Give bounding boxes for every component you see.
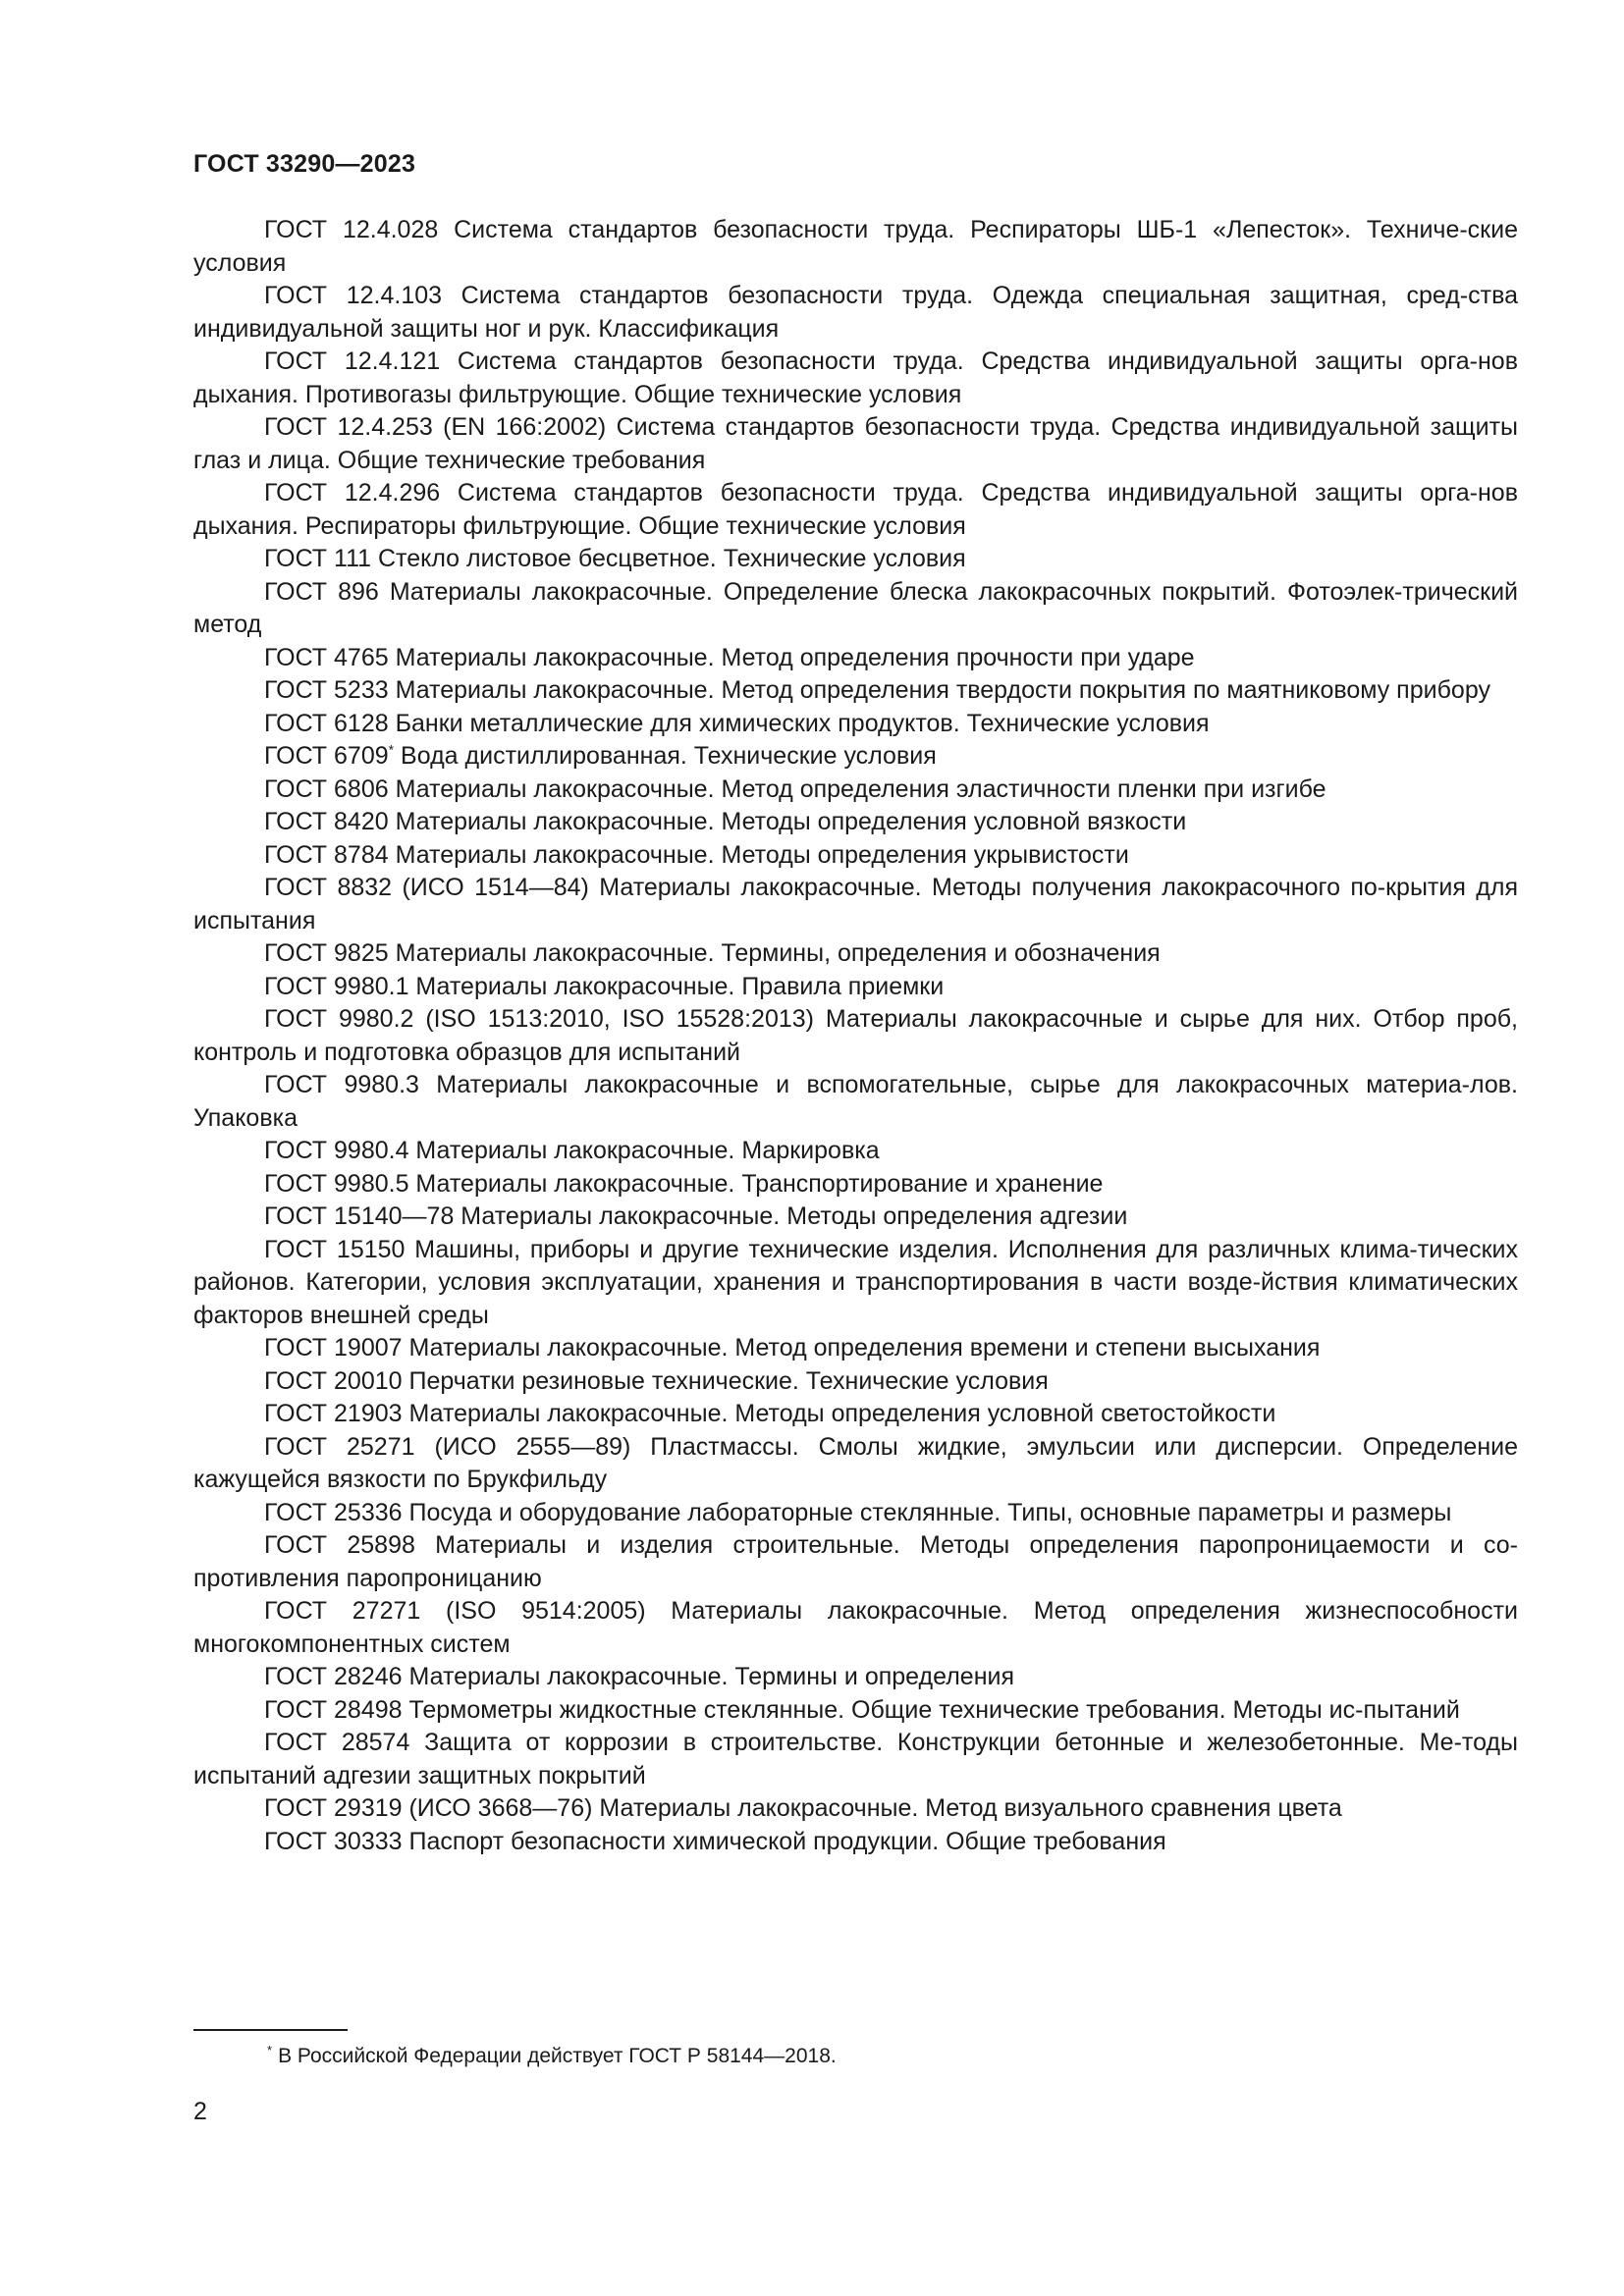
reference-item: ГОСТ 30333 Паспорт безопасности химической продукции. Общие требования [264, 1827, 1166, 1855]
footnote-separator [193, 2029, 348, 2031]
reference-item: ГОСТ 9980.5 Материалы лакокрасочные. Транспортирование и хранение [264, 1169, 1104, 1198]
reference-item: ГОСТ 4765 Материалы лакокрасочные. Метод определения прочности при ударе [264, 643, 1195, 671]
reference-item: ГОСТ 9980.4 Материалы лакокрасочные. Маркировка [264, 1137, 880, 1164]
reference-item: ГОСТ 9980.3 Материалы лакокрасочные и вспомогательные, сырье для лакокрасочных материа-лов. Упаковка [193, 1071, 1518, 1132]
reference-item: ГОСТ 12.4.296 Система стандартов безопасности труда. Средства индивидуальной защиты орга-нов дыхания. Респираторы фильтрующие. Общие технические условия [193, 479, 1518, 540]
page-number: 2 [193, 2098, 207, 2125]
reference-item: ГОСТ 27271 (ISO 9514:2005) Материалы лакокрасочные. Метод определения жизнеспособности многокомпонентных систем [193, 1597, 1518, 1658]
footnote [267, 2043, 837, 2070]
reference-item: ГОСТ 9980.1 Материалы лакокрасочные. Правила приемки [264, 972, 945, 1000]
normative-references-list [193, 214, 1518, 1858]
reference-item: ГОСТ 12.4.253 (EN 166:2002) Система стандартов безопасности труда. Средства индивидуальной защиты глаз и лица. Общие технические требования [193, 413, 1518, 474]
reference-item: ГОСТ 6709* Вода дистиллированная. Технические условия [264, 741, 937, 770]
reference-item: ГОСТ 9980.2 (ISO 1513:2010, ISO 15528:2013) Материалы лакокрасочные и сырье для них. Отбор проб, контроль и подготовка образцов для испытаний [193, 1005, 1518, 1066]
reference-item: ГОСТ 12.4.121 Система стандартов безопасности труда. Средства индивидуальной защиты орга-нов дыхания. Противогазы фильтрующие. Общие технические условия [193, 347, 1518, 408]
footnote-text: В Российской Федерации действует ГОСТ Р 58144—2018. [278, 2045, 837, 2067]
reference-item: ГОСТ 25336 Посуда и оборудование лабораторные стеклянные. Типы, основные параметры и размеры [264, 1498, 1452, 1526]
reference-code: ГОСТ 6709 [264, 742, 389, 770]
reference-item: ГОСТ 15140—78 Материалы лакокрасочные. Методы определения адгезии [264, 1202, 1128, 1230]
reference-item: ГОСТ 8420 Материалы лакокрасочные. Методы определения условной вязкости [264, 808, 1187, 835]
footnote-marker[interactable]: * [388, 741, 395, 758]
reference-item: ГОСТ 896 Материалы лакокрасочные. Определение блеска лакокрасочных покрытий. Фотоэлек-трический метод [193, 577, 1518, 638]
reference-item: ГОСТ 5233 Материалы лакокрасочные. Метод определения твердости покрытия по маятниковому прибору [264, 676, 1490, 704]
reference-item: ГОСТ 28574 Защита от коррозии в строительстве. Конструкции бетонные и железобетонные. Ме-тоды испытаний адгезии защитных покрытий [193, 1729, 1518, 1789]
reference-item: ГОСТ 111 Стекло листовое бесцветное. Технические условия [264, 545, 966, 572]
reference-item: ГОСТ 21903 Материалы лакокрасочные. Методы определения условной светостойкости [264, 1400, 1276, 1427]
reference-item: ГОСТ 28246 Материалы лакокрасочные. Термины и определения [264, 1663, 1015, 1690]
reference-item: ГОСТ 12.4.103 Система стандартов безопасности труда. Одежда специальная защитная, сред-ства индивидуальной защиты ног и рук. Классификация [193, 282, 1518, 343]
reference-item: ГОСТ 12.4.028 Система стандартов безопасности труда. Респираторы ШБ-1 «Лепесток». Техниче-ские условия [193, 216, 1518, 277]
reference-item: ГОСТ 15150 Машины, приборы и другие технические изделия. Исполнения для различных клима-тических районов. Категории, условия эксплуатации, хранения и транспортирования в части возде-йствия климатических факторов внешней среды [193, 1235, 1518, 1329]
reference-item: ГОСТ 25271 (ИСО 2555—89) Пластмассы. Смолы жидкие, эмульсии или дисперсии. Определение кажущейся вязкости по Брукфильду [193, 1432, 1518, 1493]
footnote-mark: * [267, 2043, 273, 2057]
reference-item: ГОСТ 8832 (ИСО 1514—84) Материалы лакокрасочные. Методы получения лакокрасочного по-крытия для испытания [193, 874, 1518, 934]
reference-item: ГОСТ 25898 Материалы и изделия строительные. Методы определения паропроницаемости и со-противления паропроницанию [193, 1531, 1518, 1592]
reference-item: ГОСТ 19007 Материалы лакокрасочные. Метод определения времени и степени высыхания [264, 1334, 1321, 1362]
reference-item: ГОСТ 20010 Перчатки резиновые технические. Технические условия [264, 1366, 1049, 1395]
reference-item: ГОСТ 28498 Термометры жидкостные стеклянные. Общие технические требования. Методы ис-пытаний [264, 1695, 1460, 1724]
reference-item: ГОСТ 8784 Материалы лакокрасочные. Методы определения укрывистости [264, 840, 1129, 869]
reference-item: ГОСТ 9825 Материалы лакокрасочные. Термины, определения и обозначения [264, 939, 1161, 967]
document-id: ГОСТ 33290—2023 [193, 150, 416, 178]
reference-item: ГОСТ 6128 Банки металлические для химических продуктов. Технические условия [264, 709, 1210, 737]
reference-item: ГОСТ 29319 (ИСО 3668—76) Материалы лакокрасочные. Метод визуального сравнения цвета [264, 1794, 1342, 1822]
reference-item: ГОСТ 6806 Материалы лакокрасочные. Метод определения эластичности пленки при изгибе [264, 774, 1326, 803]
document-header [193, 149, 415, 179]
